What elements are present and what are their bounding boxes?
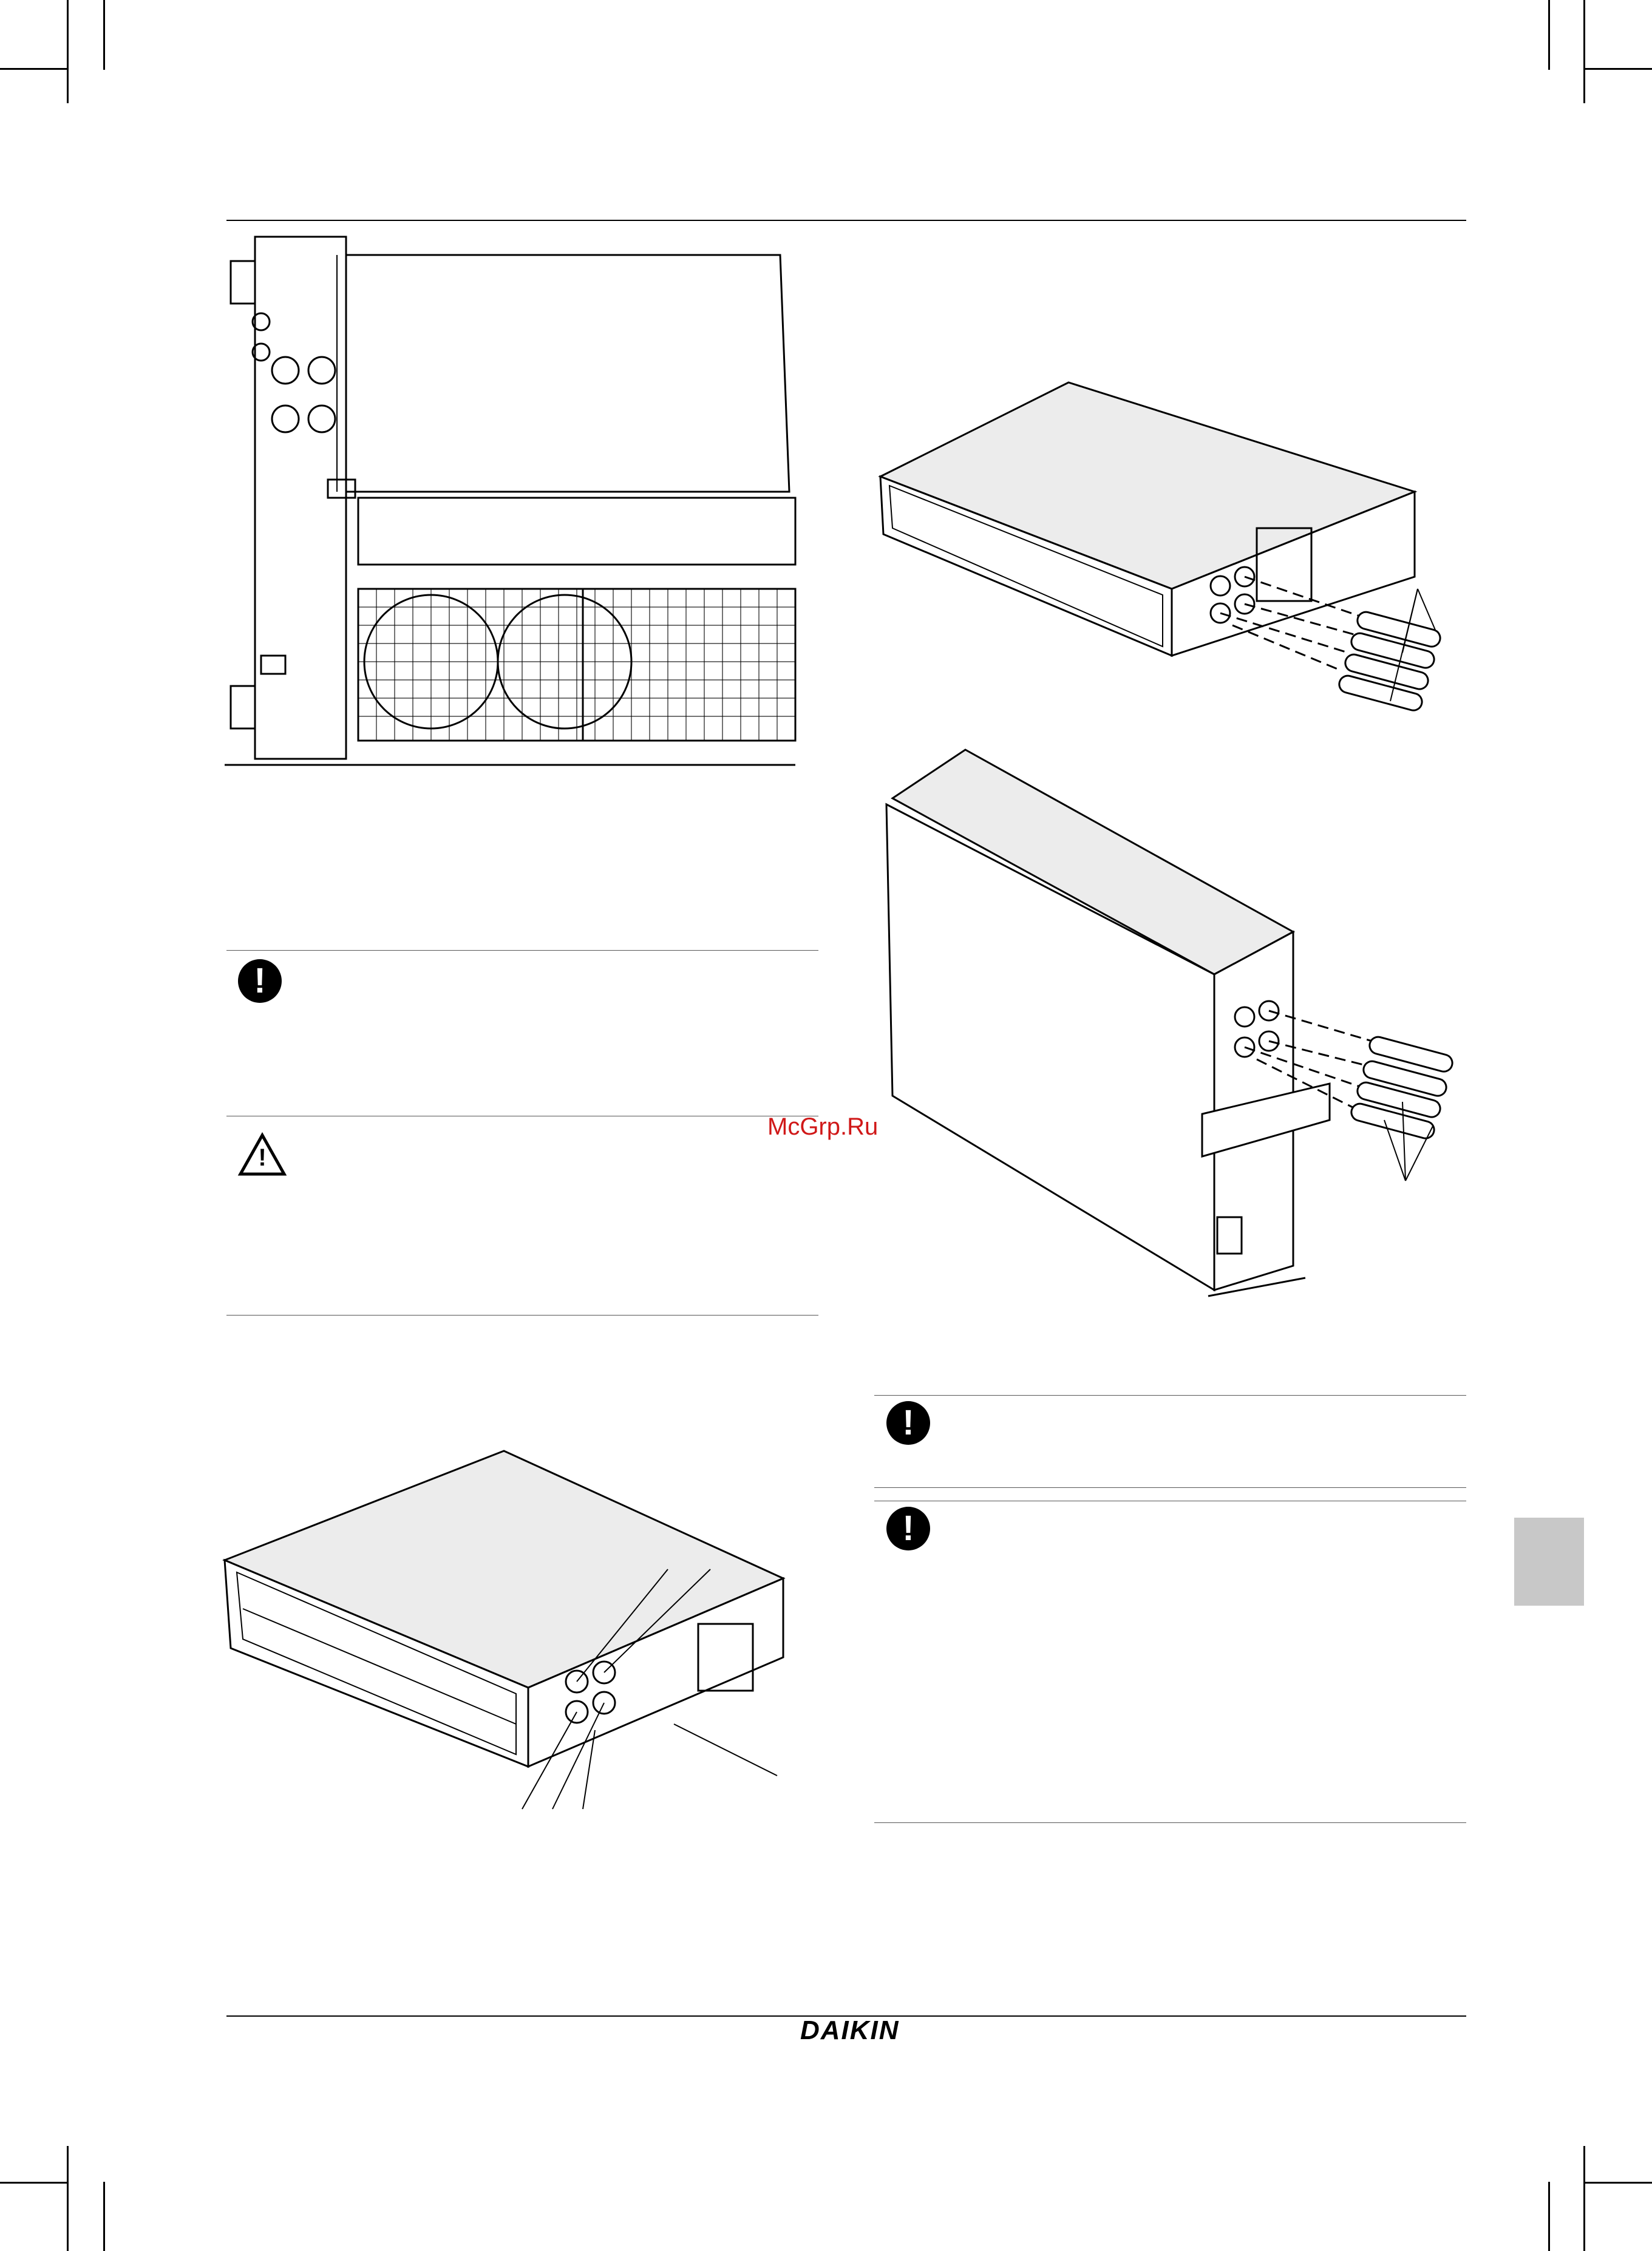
notice-rule-top [226, 950, 818, 951]
notice-rule-bottom [874, 1487, 1466, 1488]
crop-mark [103, 2182, 105, 2251]
crop-mark [103, 0, 105, 70]
pipe-stubs [1350, 1035, 1454, 1140]
crop-mark [1548, 2182, 1550, 2251]
crop-mark [67, 0, 69, 103]
unit-iso-view-figure [225, 1439, 795, 1821]
vertical-pipe-insertion-figure [868, 744, 1469, 1308]
warning-icon-glyph: ! [258, 1144, 267, 1171]
crop-mark [1548, 0, 1550, 70]
watermark: McGrp.Ru [767, 1113, 879, 1140]
unit-side-view-figure [225, 237, 795, 771]
crop-mark [1583, 68, 1652, 70]
top-casing [346, 255, 789, 492]
important-icon: ! [886, 1401, 930, 1445]
crop-mark [0, 68, 67, 70]
header-rule [226, 220, 1466, 221]
section-tab [1514, 1518, 1584, 1606]
notice-rule-bottom [874, 1822, 1466, 1823]
hanger-bracket [231, 686, 255, 728]
pipe-stubs [1338, 610, 1442, 712]
daikin-logo: DAIKIN [800, 2015, 900, 2045]
important-icon: ! [238, 959, 282, 1003]
warning-rule-bottom [226, 1315, 818, 1316]
important-icon: ! [886, 1507, 930, 1550]
crop-mark [1583, 2182, 1652, 2184]
notice-rule-top [874, 1395, 1466, 1396]
crop-mark [67, 2146, 69, 2251]
horizontal-pipe-insertion-figure [868, 376, 1469, 741]
front-band [358, 498, 795, 565]
crop-mark [1583, 2146, 1585, 2251]
hanger-bracket [231, 261, 255, 304]
crop-mark [0, 2182, 67, 2184]
crop-mark [1583, 0, 1585, 103]
